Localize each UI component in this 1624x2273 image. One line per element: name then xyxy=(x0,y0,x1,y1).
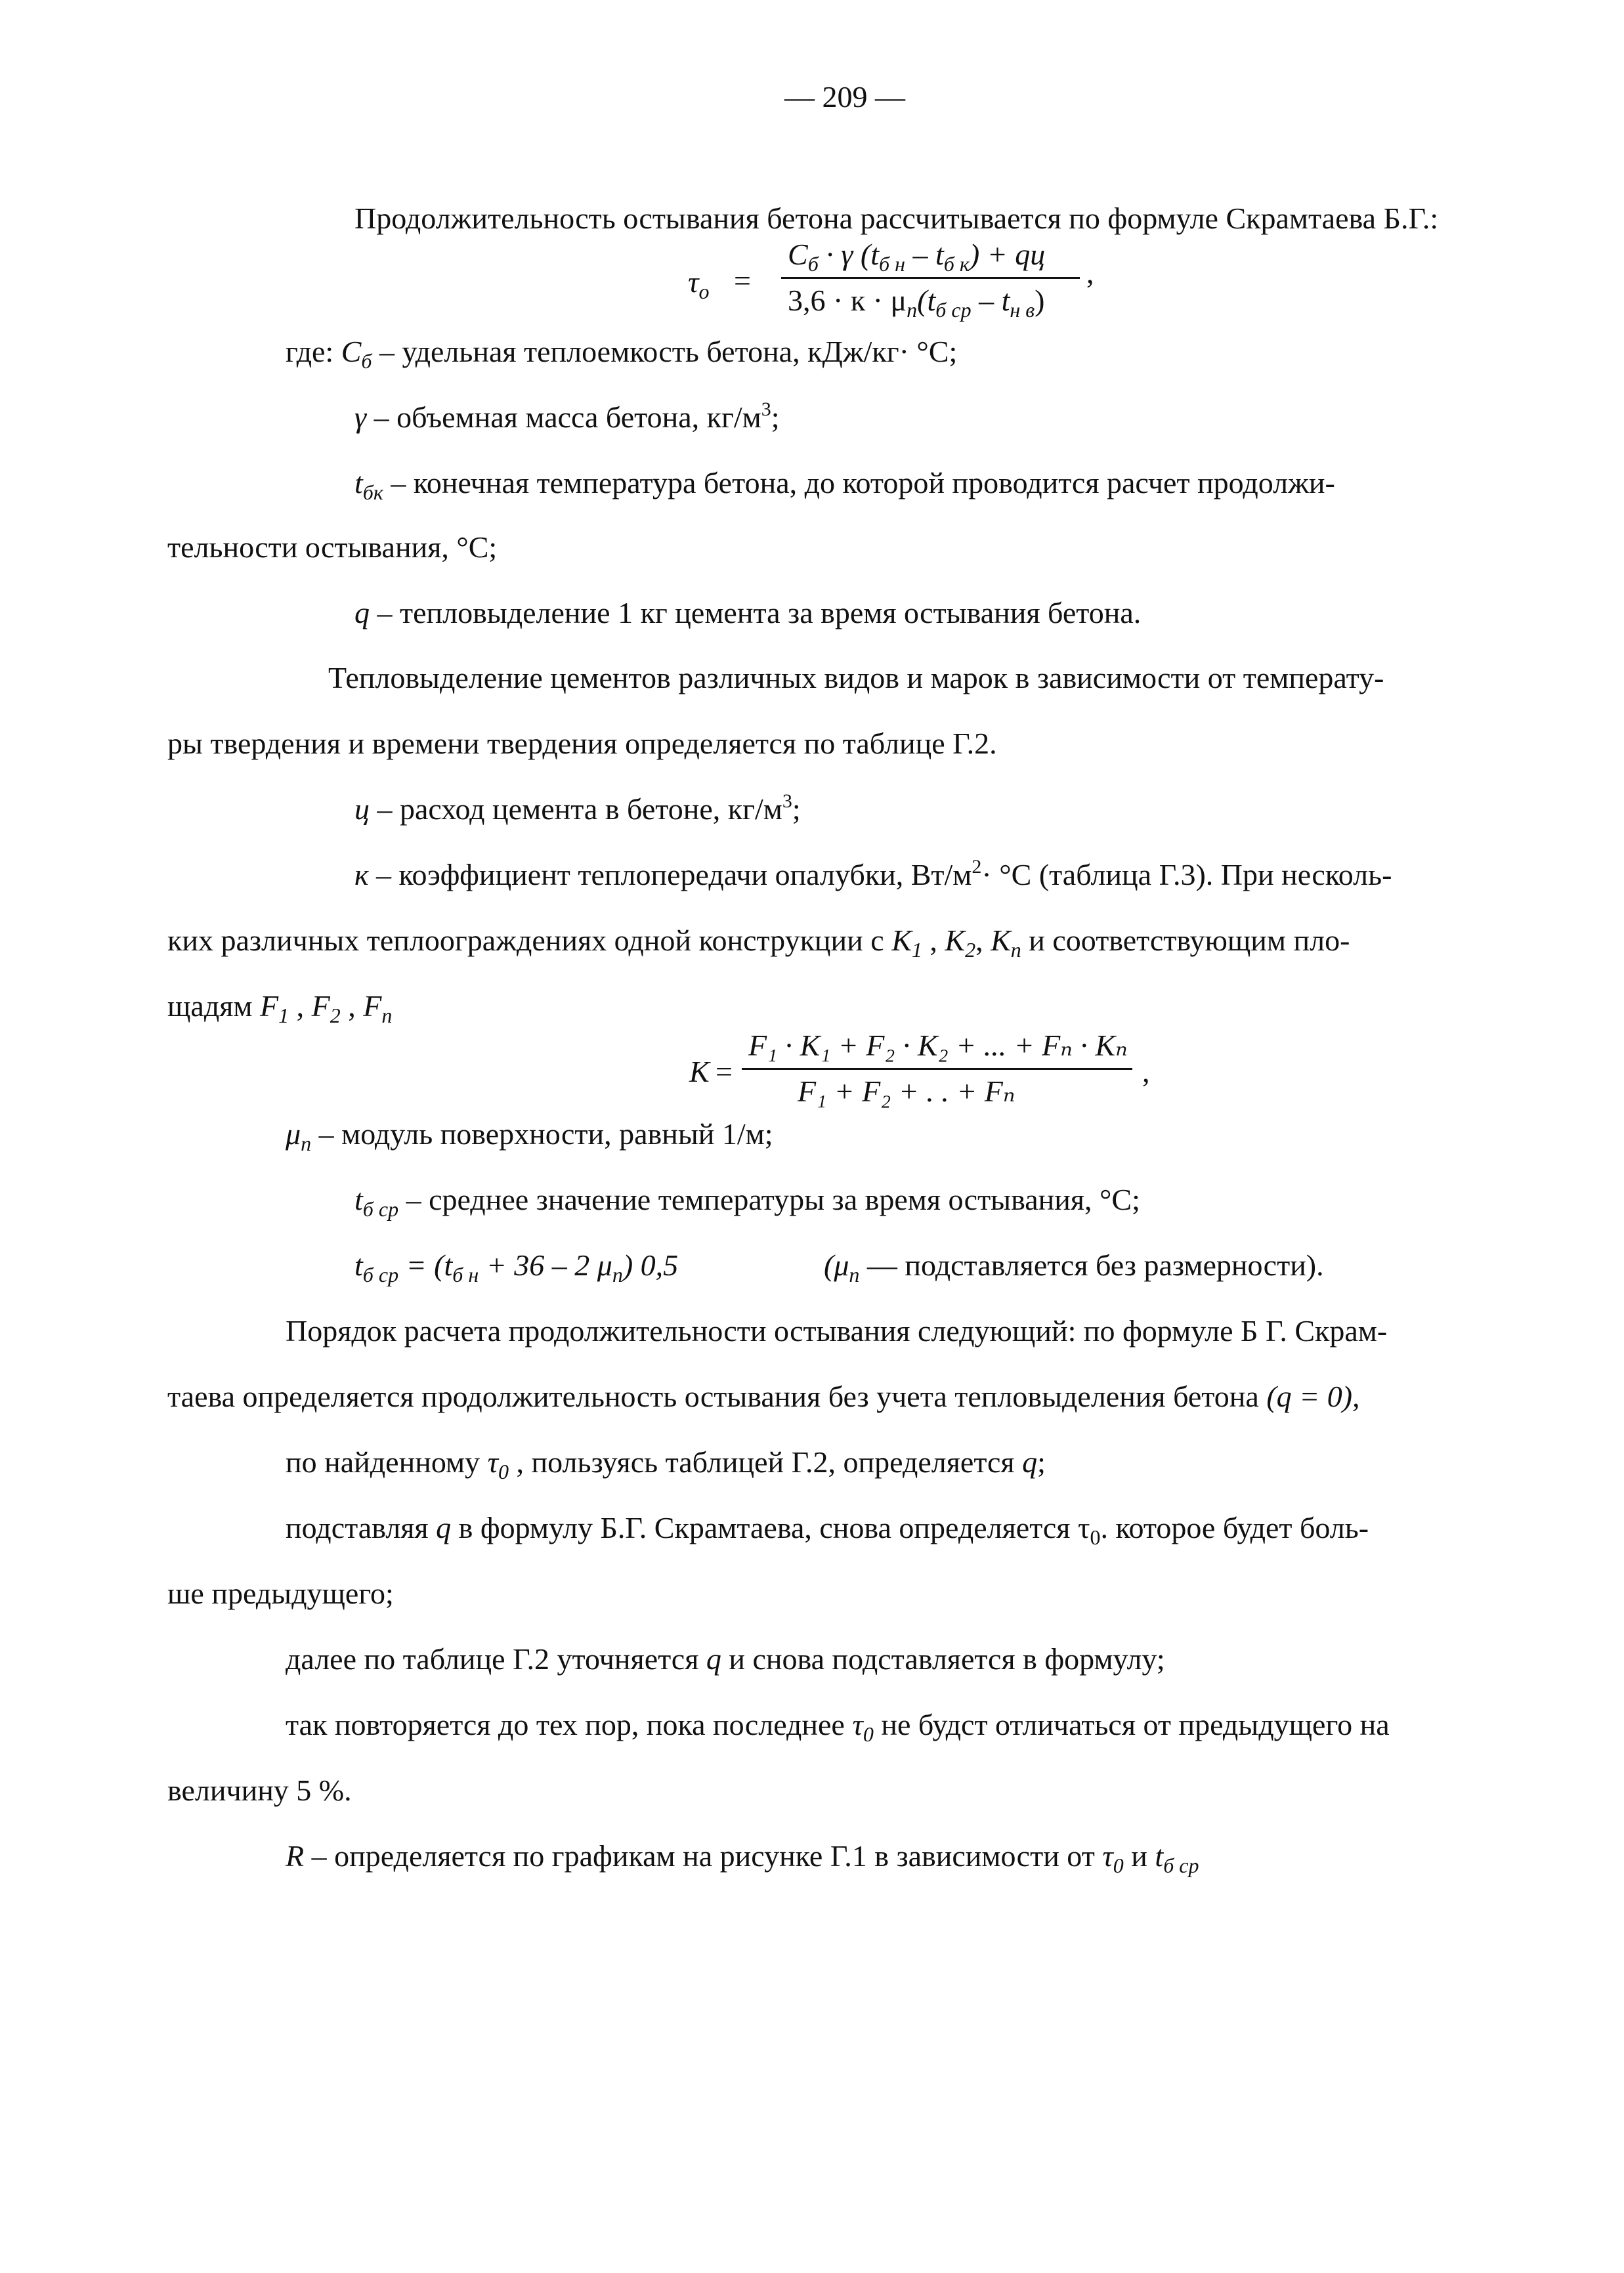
formula2-numerator: F₁ · K₁ + F₂ · K₂ + ... + Fₙ · Kₙ xyxy=(748,1029,1128,1062)
intro-line: Продолжительность остывания бетона рассчитывается по формуле Скрамтаева Б.Г.: xyxy=(354,202,1439,235)
def-heat-transfer: к – коэффициент теплопередачи опалубки, $Вт/м^2\cdot ^\circ С$ (таблица Г.3). При несколь- xyxy=(354,856,1392,891)
cooling-duration-formula xyxy=(656,236,1116,335)
formula2-tail: , xyxy=(1142,1055,1150,1088)
def-surface-modulus: $\mu_п$ – модуль поверхности, равный 1/м; xyxy=(286,1117,773,1155)
def-r: R – определяется по графикам на рисунке Г.1 в зависимости от $\tau_0$ и $t_{б ср}$ xyxy=(286,1839,1199,1877)
step-2: подставляя q в формулу Б.Г. Скрамтаева, снова определяется $\tau_0$. которое будет боль- xyxy=(286,1511,1369,1549)
def-cement-consumption: ц – расход цемента в бетоне, $кг/м^3$; xyxy=(354,790,801,826)
def-specific-heat: где: $C_б$ – удельная теплоемкость бетона, кДж/кг· °С; xyxy=(286,335,958,373)
formula1-denominator: $3,6 \cdot к \cdot \mu_п(t_{б ср} - t_{н в})$ xyxy=(788,284,1045,322)
step-4: так повторяется до тех пор, пока последнее $\tau_0$ не будст отличаться от предыдущего на xyxy=(286,1708,1390,1746)
step-2-cont: ше предыдущего; xyxy=(167,1577,394,1610)
average-temperature-note: ($\mu_п$ — подставляется без размерности). xyxy=(824,1248,1324,1286)
def-heat-release: q – тепловыделение 1 кг цемента за время остывания бетона. xyxy=(354,596,1142,629)
formula1-eq: = xyxy=(734,264,751,297)
order-paragraph-line1: Порядок расчета продолжительности остывания следующий: по формуле Б Г. Скрам- xyxy=(286,1314,1388,1348)
def-final-temperature: $t_{бк}$ – конечная температура бетона, до которой проводится расчет продолжи- xyxy=(354,466,1335,504)
formula2-denominator: F₁ + F₂ + . . + Fₙ xyxy=(798,1074,1015,1108)
heat-paragraph-line1: Тепловыделение цементов различных видов и марок в зависимости от температу- xyxy=(328,661,1384,694)
formula1-tail: , xyxy=(1086,256,1094,289)
def-heat-transfer-line2: ких различных теплоограждениях одной конструкции с $K_1$ , $K_2$, $K_n$ и соответствующим пло- xyxy=(167,924,1350,962)
order-paragraph-line2: таева определяется продолжительность остывания без учета тепловыделения бетона (q = 0), xyxy=(167,1380,1360,1413)
average-temperature-formula: $t_{б ср} = (t_{б н} + 36 - 2$ $\mu_п$) 0,5 xyxy=(354,1248,679,1286)
weighted-k-formula xyxy=(683,1027,1150,1126)
step-3: далее по таблице Г.2 уточняется q и снова подставляется в формулу; xyxy=(286,1642,1165,1676)
heat-paragraph-line2: ры твердения и времени твердения определяется по таблице Г.2. xyxy=(167,727,997,760)
step-1: по найденному $\tau_0$ , пользуясь таблицей Г.2, определяется q; xyxy=(286,1445,1046,1483)
def-final-temperature-cont: тельности остывания, °С; xyxy=(167,530,498,564)
formula1-numerator: $C_б \cdot \gamma$ $(t_{б н} - t_{б к})$ + qц xyxy=(788,238,1046,276)
def-density: γ – объемная масса бетона, $кг/м^3$; xyxy=(354,398,780,434)
def-average-temperature: $t_{б ср}$ – среднее значение температуры за время остывания, °С; xyxy=(354,1183,1140,1221)
formula2-lhs: K xyxy=(689,1055,710,1088)
step-4-cont: величину 5 %. xyxy=(167,1774,352,1807)
formula2-eq: = xyxy=(716,1055,733,1088)
formula1-fraction-bar xyxy=(781,277,1080,279)
formula2-fraction-bar xyxy=(742,1068,1132,1070)
formula1-lhs: $\tau_o$ xyxy=(688,265,710,303)
def-heat-transfer-line3: щадям $F_1$ , $F_2$ , $F_n$ xyxy=(167,989,393,1027)
page-number: — 209 — xyxy=(784,80,905,114)
